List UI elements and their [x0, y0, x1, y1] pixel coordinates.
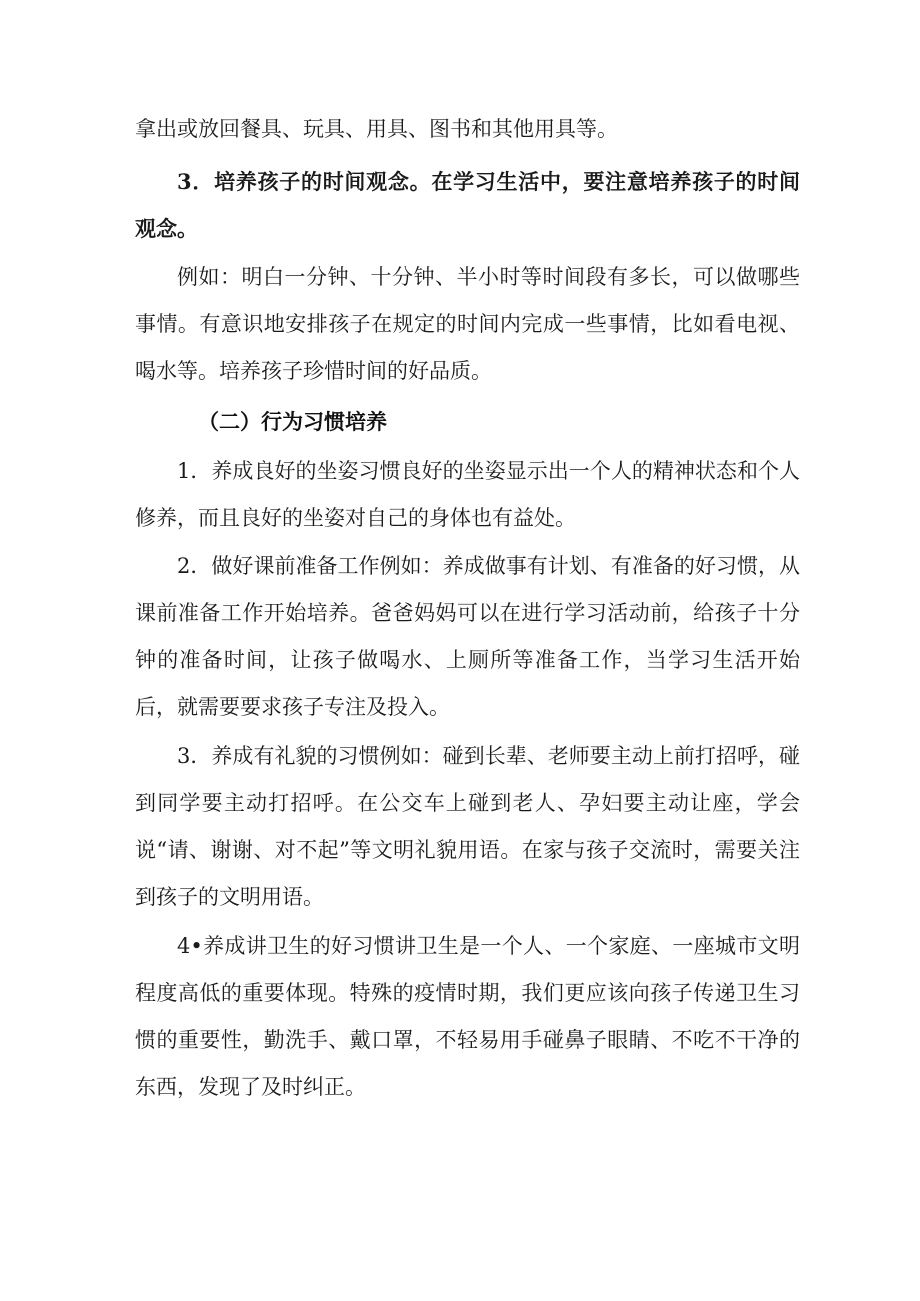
- paragraph-sitting-posture: 1．养成良好的坐姿习惯良好的坐姿显示出一个人的精神状态和个人修养，而且良好的坐姿对自己的身体也有益处。: [135, 459, 800, 530]
- paragraph-class-preparation: 2．做好课前准备工作例如：养成做事有计划、有准备的好习惯，从课前准备工作开始培养。爸爸妈妈可以在进行学习活动前，给孩子十分钟的准备时间，让孩子做喝水、上厕所等准备工作，当学习生活开始后，就需要要求孩子专注及投入。: [135, 554, 800, 719]
- paragraph-time-concept: 3．培养孩子的时间观念。在学习生活中，要注意培养孩子的时间观念。: [135, 169, 800, 241]
- paragraph-hygiene: 4•养成讲卫生的好习惯讲卫生是一个人、一个家庭、一座城市文明程度高低的重要体现。特殊的疫情时期，我们更应该向孩子传递卫生习惯的重要性，勤洗手、戴口罩，不轻易用手碰鼻子眼睛、不吃不干净的东西，发现了及时纠正。: [135, 934, 800, 1099]
- paragraph-example-time: 例如：明白一分钟、十分钟、半小时等时间段有多长，可以做哪些事情。有意识地安排孩子在规定的时间内完成一些事情，比如看电视、喝水等。培养孩子珍惜时间的好品质。: [135, 265, 800, 383]
- section-heading-behavior-habits: （二）行为习惯培养: [198, 410, 387, 434]
- paragraph-politeness: 3．养成有礼貌的习惯例如：碰到长辈、老师要主动上前打招呼，碰到同学要主动打招呼。在公交车上碰到老人、孕妇要主动让座，学会说“请、谢谢、对不起”等文明礼貌用语。在家与孩子交流时，需要关注到孩子的文明用语。: [135, 744, 800, 909]
- paragraph-continuation: 拿出或放回餐具、玩具、用具、图书和其他用具等。: [135, 117, 618, 141]
